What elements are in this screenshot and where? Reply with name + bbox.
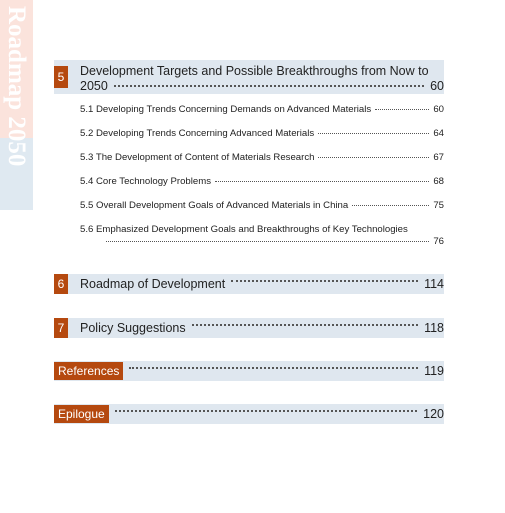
- section-page: 67: [433, 152, 444, 163]
- toc-section-5-1[interactable]: [80, 104, 444, 115]
- toc-chapter-6[interactable]: [54, 274, 444, 294]
- section-label: 5.5 Overall Development Goals of Advanced Materials in China: [80, 200, 349, 211]
- leader-dots: [318, 157, 429, 158]
- toc-references[interactable]: [54, 361, 444, 381]
- chapter-title: Roadmap of Development: [80, 277, 226, 291]
- leader-dots: [215, 181, 429, 182]
- toc-epilogue[interactable]: [54, 404, 444, 424]
- side-tab-text: Roadmap 2050: [3, 6, 30, 167]
- chapter-number: 6: [54, 274, 68, 294]
- side-tab: [0, 0, 33, 210]
- leader-dots: [352, 205, 429, 206]
- toc-section-5-3[interactable]: [80, 152, 444, 163]
- section-label: 5.3 The Development of Content of Materials Research: [80, 152, 315, 163]
- section-label: 5.2 Developing Trends Concerning Advanced Materials: [80, 128, 315, 139]
- section-page: 60: [433, 104, 444, 115]
- section-page: 75: [433, 200, 444, 211]
- section-label: 5.4 Core Technology Problems: [80, 176, 212, 187]
- chapter-page: 118: [424, 321, 444, 335]
- toc-section-5-5[interactable]: [80, 200, 444, 211]
- section-page: 68: [433, 176, 444, 187]
- chapter-title-line1: Development Targets and Possible Breakthroughs from Now to: [80, 64, 429, 78]
- leader-dots: [115, 410, 417, 412]
- chapter-title-line2: 2050: [80, 79, 108, 93]
- leader-dots: [192, 324, 418, 326]
- chapter-number: 7: [54, 318, 68, 338]
- leader-dots: [114, 85, 424, 87]
- leader-dots: [129, 367, 418, 369]
- chapter-title: Policy Suggestions: [80, 321, 186, 335]
- toc-section-5-2[interactable]: [80, 128, 444, 139]
- references-page: 119: [424, 364, 444, 378]
- chapter-page: 60: [430, 79, 444, 93]
- leader-dots: [231, 280, 418, 282]
- chapter-page: 114: [424, 277, 444, 291]
- section-label: 5.1 Developing Trends Concerning Demands on Advanced Materials: [80, 104, 372, 115]
- epilogue-label: Epilogue: [54, 405, 109, 423]
- section-page: 64: [433, 128, 444, 139]
- leader-dots: [375, 109, 429, 110]
- section-label: 5.6 Emphasized Development Goals and Breakthroughs of Key Technologies: [80, 224, 408, 235]
- toc-chapter-7[interactable]: [54, 318, 444, 338]
- epilogue-page: 120: [423, 407, 444, 421]
- toc-section-5-6[interactable]: [80, 224, 444, 247]
- leader-dots: [106, 241, 429, 242]
- toc-section-5-4[interactable]: [80, 176, 444, 187]
- leader-dots: [318, 133, 429, 134]
- toc-chapter-5[interactable]: [54, 60, 444, 94]
- section-page: 76: [433, 236, 444, 247]
- references-label: References: [54, 362, 123, 380]
- chapter-number: 5: [54, 66, 68, 88]
